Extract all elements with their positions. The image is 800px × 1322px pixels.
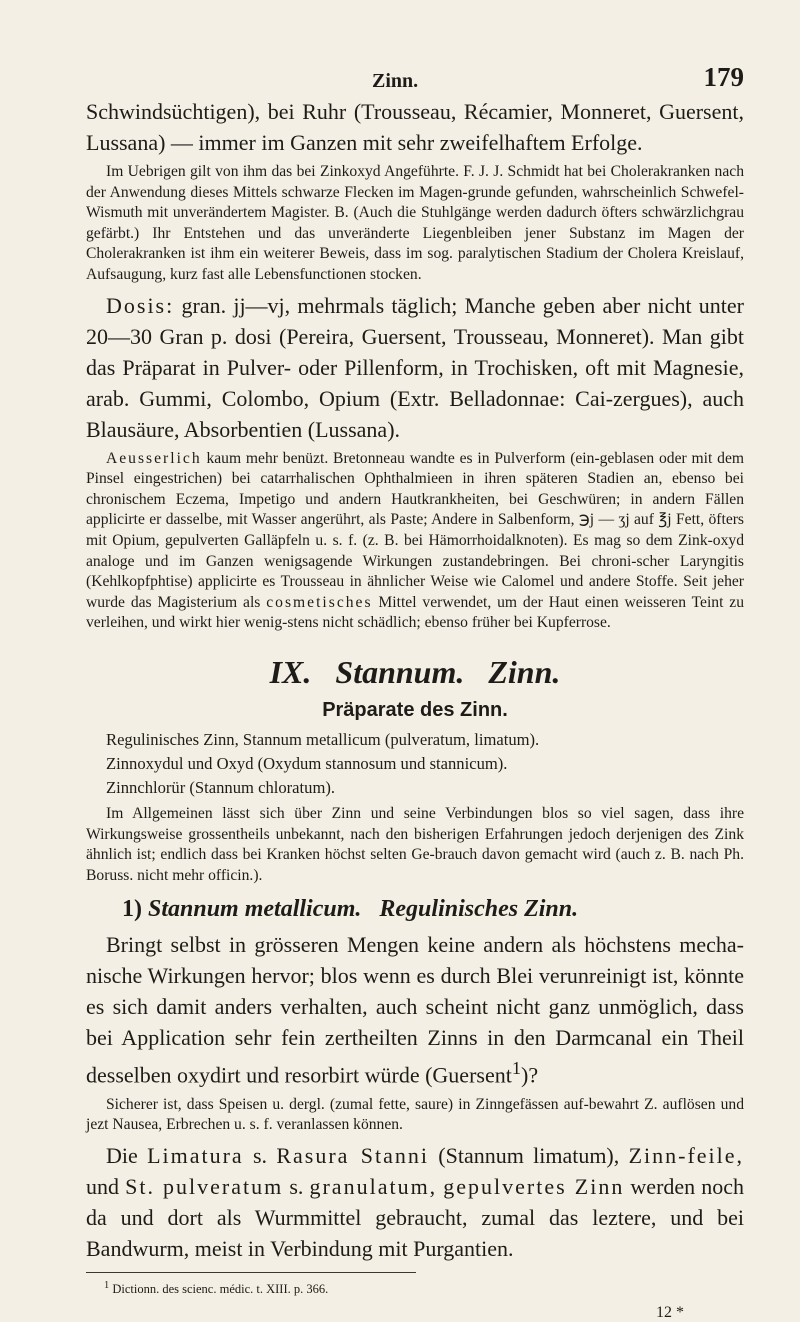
preparations-heading: Präparate des Zinn. bbox=[322, 698, 508, 721]
signature-mark: 12 * bbox=[656, 1303, 684, 1321]
header-title: Zinn. bbox=[372, 70, 419, 92]
footnote bbox=[104, 1277, 744, 1298]
external-use-text-1: kaum mehr benüzt. Bretonneau wandte es in Pulverform (ein-geblasen oder mit dem Pinsel eingestrichen) bei catarrhalischen Ophthalmieen in ihren späteren Stadien an, ebenso bei chronischem Eczema, Impetigo und andern Hautkrankheiten, bei Geschwüren; in andern Fällen applicirte er dasselbe, mit Wasser angerührt, als Paste; Andere in Salbenform, ℈j — ʒj auf ℥j Fett, öfters mit Opium, gepulverten Galläpfeln u. s. f. (z. B. bei Hämorrhoidalknoten). Es mag so dem Zink-oxyd analoge und im Ganzen wenigsagende Wirkungen zustandebringen. Bei chroni-scher Laryngitis (Kehlkopfphtise) applicirte es Trousseau in ähnlicher Weise wie Calomel und andere Stoffe. Seit jeher wurde das Magisterium als bbox=[86, 449, 744, 611]
section-latin: Stannum. bbox=[335, 653, 465, 690]
preparation-item: Regulinisches Zinn, Stannum metallicum (pulveratum, limatum). bbox=[106, 729, 540, 749]
subsection-german: Regulinisches Zinn. bbox=[379, 896, 579, 923]
limatura-term-5: granulatum, bbox=[309, 1173, 438, 1199]
preparation-item: Zinnoxydul und Oxyd (Oxydum stannosum und stannicum). bbox=[106, 753, 508, 773]
external-use-label: Aeusserlich bbox=[106, 449, 202, 467]
subsection-latin: Stannum metallicum. bbox=[148, 896, 362, 923]
subsection-number: 1) bbox=[122, 896, 142, 923]
limatura-term-3: Zinn-feile, bbox=[628, 1142, 745, 1168]
footnote-text: Dictionn. des scienc. médic. t. XIII. p. 366. bbox=[112, 1281, 329, 1296]
limatura-s1: s. bbox=[253, 1142, 268, 1168]
limatura-term-4: St. pulveratum bbox=[125, 1173, 284, 1199]
section-heading bbox=[86, 654, 744, 691]
external-use-paragraph bbox=[86, 449, 744, 634]
main-paragraph-end: )? bbox=[521, 1062, 539, 1088]
limatura-prefix: Die bbox=[106, 1142, 138, 1168]
preparation-item: Zinnchlorür (Stannum chloratum). bbox=[106, 777, 336, 797]
section-number: IX. bbox=[269, 653, 312, 690]
running-header bbox=[86, 62, 744, 96]
limatura-text: werden noch da und dort als Wurmmittel gebraucht, zumal das leztere, und bei Bandwurm, meist in Verbindung mit Purgantien. bbox=[86, 1173, 745, 1261]
footnote-marker: 1 bbox=[104, 1279, 110, 1291]
dosis-label: Dosis: bbox=[106, 292, 175, 318]
limatura-s2: s. bbox=[289, 1173, 304, 1199]
limatura-mid: (Stannum limatum), bbox=[438, 1142, 620, 1168]
limatura-paragraph bbox=[86, 1140, 744, 1264]
footnote-ref: 1 bbox=[511, 1058, 522, 1079]
page-number: 179 bbox=[703, 62, 744, 92]
dosis-paragraph bbox=[86, 290, 744, 445]
section-german: Zinn. bbox=[488, 653, 561, 690]
cosmetic-term: cosmetisches bbox=[266, 593, 373, 611]
subsection-heading bbox=[122, 896, 744, 923]
note-paragraph-2: Sicherer ist, dass Speisen u. dergl. (zumal fette, saure) in Zinngefässen auf-bewahrt Z. auflösen und jezt Nausea, Erbrechen u. s. f. veranlassen können. bbox=[86, 1095, 744, 1134]
general-paragraph: Im Allgemeinen lässt sich über Zinn und seine Verbindungen blos so viel sagen, dass ihre Wirkungsweise grossentheils unbekannt, nach den bisherigen Erfahrungen jedoch derjenigen des Zink ähnlich ist; endlich dass bei Kranken höchst selten Ge-brauch davon gemacht wird (auch z. B. nach Ph. Boruss. nicht mehr officin.). bbox=[86, 804, 744, 884]
note-paragraph-1: Im Uebrigen gilt von ihm das bei Zinkoxyd Angeführte. F. J. J. Schmidt hat bei Cholerakranken nach der Anwendung dieses Mittels schwarze Flecken im Magen-grunde gefunden, wahrscheinlich Schwefel-Wismuth mit unverändertem Magister. B. (Auch die Stuhlgänge werden dadurch öfters schwärzlichgrau gefärbt.) Ihr Entstehen und das unveränderte Liegenbleiben jener Substanz im Magen der Cholerakranken ist ihm ein weiterer Beweis, dass im sog. paralytischen Stadium der Cholera Kreislauf, Aufsaugung, kurz fast alle Lebensfunctionen stocken. bbox=[86, 163, 744, 283]
main-paragraph bbox=[86, 929, 744, 1090]
intro-paragraph: Schwindsüchtigen), bei Ruhr (Trousseau, Récamier, Monneret, Guersent, Lussana) — immer im Ganzen mit sehr zweifelhaftem Erfolge. bbox=[86, 99, 744, 155]
limatura-term-6: gepulvertes Zinn bbox=[443, 1173, 625, 1199]
limatura-term-2: Rasura Stanni bbox=[276, 1142, 429, 1168]
footnote-divider bbox=[86, 1272, 416, 1273]
limatura-term-1: Limatura bbox=[147, 1142, 244, 1168]
external-use-text-2: Mittel verwendet, um der Haut einen weisseren Teint zu verleihen, und wirkt hier wenig-stens nicht schädlich; ebenso früher bei Kupferrose. bbox=[86, 593, 744, 632]
dosis-text: gran. jj—vj, mehrmals täglich; Manche geben aber nicht unter 20—30 Gran p. dosi (Pereira, Guersent, Trousseau, Monneret). Man gibt das Präparat in Pulver- oder Pillenform, in Trochisken, oft mit Magnesie, arab. Gummi, Colombo, Opium (Extr. Belladonnae: Cai-zergues), auch Blausäure, Absorbentien (Lussana). bbox=[86, 292, 745, 442]
main-paragraph-text: Bringt selbst in grösseren Mengen keine andern als höchstens mecha-nische Wirkungen hervor; blos wenn es durch Blei verunreinigt ist, könnte es sich damit anders verhalten, auch scheint nicht ganz unmöglich, dass bei Application sehr fein zertheilten Zinns in den Darmcanal ein Theil desselben oxydirt und resorbirt würde (Guersent bbox=[86, 932, 744, 1088]
page bbox=[86, 62, 744, 1322]
limatura-und: und bbox=[86, 1173, 119, 1199]
